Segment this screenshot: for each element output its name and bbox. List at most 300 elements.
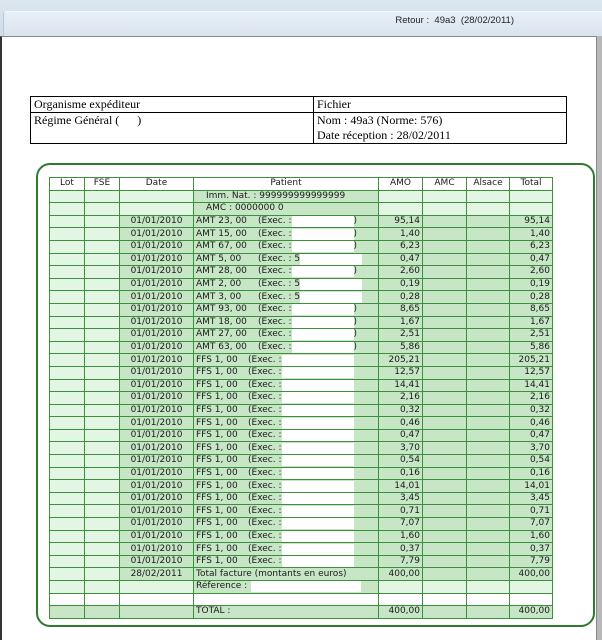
cell-lot <box>50 215 85 228</box>
cell-alsace <box>467 354 510 367</box>
cell-total: 0,46 <box>510 417 553 430</box>
grand-total-label: TOTAL : <box>194 606 379 619</box>
redacted-block <box>282 518 354 529</box>
redacted-block <box>282 430 354 441</box>
cell-fse <box>85 429 120 442</box>
total-facture-date: 28/02/2011 <box>120 568 194 581</box>
cell-amo: 0,71 <box>379 505 423 518</box>
col-header-patient: Patient <box>194 178 379 191</box>
sender-title: Organisme expéditeur <box>31 97 314 113</box>
cell-fse <box>85 240 120 253</box>
cell-alsace <box>467 480 510 493</box>
cell-amo: 0,19 <box>379 278 423 291</box>
cell-patient <box>194 291 379 304</box>
amc-row <box>50 203 553 216</box>
cell-patient <box>194 266 379 279</box>
cell-amc <box>423 480 467 493</box>
cell-amc <box>423 354 467 367</box>
cell-total: 1,40 <box>510 228 553 241</box>
redacted-block <box>282 355 354 366</box>
col-header-lot: Lot <box>50 178 85 191</box>
cell-total: 7,07 <box>510 518 553 531</box>
cell-fse <box>85 492 120 505</box>
cell-date: 01/01/2010 <box>120 291 194 304</box>
redacted-block <box>292 229 354 240</box>
table-row <box>50 505 553 518</box>
table-row <box>50 518 553 531</box>
table-row <box>50 341 553 354</box>
exec-label: (Exec. : <box>248 505 282 516</box>
cell-total: 2,60 <box>510 266 553 279</box>
act-code: AMT 2, 00 <box>196 279 242 290</box>
cell-patient <box>194 316 379 329</box>
cell-amc <box>423 455 467 468</box>
exec-label: (Exec. : <box>248 556 282 567</box>
table-row <box>50 316 553 329</box>
table-row <box>50 329 553 342</box>
cell-lot <box>50 354 85 367</box>
cell-alsace <box>467 417 510 430</box>
exec-label: (Exec. : <box>248 430 282 441</box>
cell-lot <box>50 240 85 253</box>
act-code: FFS 1, 00 <box>196 417 238 428</box>
cell-date: 01/01/2010 <box>120 303 194 316</box>
cell-lot <box>50 505 85 518</box>
table-row <box>50 455 553 468</box>
cell-patient <box>194 455 379 468</box>
cell-patient <box>194 341 379 354</box>
reference-row <box>50 581 553 594</box>
table-row <box>50 480 553 493</box>
act-code: FFS 1, 00 <box>196 455 238 466</box>
cell-amc <box>423 555 467 568</box>
exec-close: ) <box>353 342 358 353</box>
cell-date: 01/01/2010 <box>120 354 194 367</box>
cell-alsace <box>467 240 510 253</box>
table-row <box>50 266 553 279</box>
table-row <box>50 253 553 266</box>
cell-date: 01/01/2010 <box>120 404 194 417</box>
retour-value: 49a3 (28/02/2011) <box>434 15 514 26</box>
cell-total: 1,67 <box>510 316 553 329</box>
cell-total: 5,86 <box>510 341 553 354</box>
exec-label: (Exec. : <box>248 493 282 504</box>
cell-lot <box>50 278 85 291</box>
table-row <box>50 442 553 455</box>
cell-amo: 0,54 <box>379 455 423 468</box>
cell-lot <box>50 329 85 342</box>
cell-lot <box>50 341 85 354</box>
exec-label: (Exec. : <box>248 518 282 529</box>
cell-date: 01/01/2010 <box>120 228 194 241</box>
cell-amc <box>423 404 467 417</box>
redacted-block <box>300 292 362 303</box>
cell-total: 2,51 <box>510 329 553 342</box>
redacted-block <box>300 279 362 290</box>
cell-fse <box>85 215 120 228</box>
cell-alsace <box>467 543 510 556</box>
cell-amo: 14,01 <box>379 480 423 493</box>
cell-patient <box>194 278 379 291</box>
file-details <box>314 113 567 144</box>
cell-lot <box>50 530 85 543</box>
table-row <box>50 354 553 367</box>
cell-fse <box>85 392 120 405</box>
cell-amo: 12,57 <box>379 366 423 379</box>
redacted-block <box>292 342 354 353</box>
redacted-block <box>282 506 354 517</box>
reference-label: Réference : <box>196 581 248 592</box>
cell-fse <box>85 442 120 455</box>
cell-patient <box>194 354 379 367</box>
cell-patient <box>194 530 379 543</box>
redacted-block <box>292 266 354 277</box>
cell-date: 01/01/2010 <box>120 442 194 455</box>
cell-total: 3,45 <box>510 492 553 505</box>
cell-amc <box>423 518 467 531</box>
cell-date: 01/01/2010 <box>120 316 194 329</box>
cell-fse <box>85 253 120 266</box>
grand-total-total: 400,00 <box>510 606 553 619</box>
exec-close: ) <box>353 241 358 252</box>
exec-label: (Exec. : 5 <box>258 253 301 264</box>
cell-amo: 6,23 <box>379 240 423 253</box>
cell-amo: 0,37 <box>379 543 423 556</box>
cell-amc <box>423 266 467 279</box>
cell-amo: 0,46 <box>379 417 423 430</box>
exec-label: (Exec. : <box>258 228 292 239</box>
exec-label: (Exec. : <box>248 442 282 453</box>
cell-total: 0,47 <box>510 429 553 442</box>
exec-close: ) <box>353 329 358 340</box>
cell-amc <box>423 278 467 291</box>
cell-amo: 3,45 <box>379 492 423 505</box>
cell-amc <box>423 492 467 505</box>
exec-label: (Exec. : <box>248 354 282 365</box>
cell-date: 01/01/2010 <box>120 240 194 253</box>
redacted-block <box>282 418 354 429</box>
act-code: AMT 28, 00 <box>196 266 247 277</box>
act-code: FFS 1, 00 <box>196 505 238 516</box>
exec-label: (Exec. : <box>248 417 282 428</box>
retour-info <box>395 15 514 26</box>
redacted-block <box>292 304 354 315</box>
cell-amc <box>423 303 467 316</box>
table-row <box>50 555 553 568</box>
file-title: Fichier <box>314 97 567 113</box>
cell-patient <box>194 392 379 405</box>
redacted-block <box>282 455 354 466</box>
cell-alsace <box>467 467 510 480</box>
cell-fse <box>85 543 120 556</box>
table-row <box>50 228 553 241</box>
table-row <box>50 278 553 291</box>
cell-patient <box>194 404 379 417</box>
cell-patient <box>194 442 379 455</box>
cell-fse <box>85 354 120 367</box>
cell-total: 14,41 <box>510 379 553 392</box>
cell-alsace <box>467 303 510 316</box>
cell-alsace <box>467 379 510 392</box>
cell-amc <box>423 505 467 518</box>
cell-patient <box>194 480 379 493</box>
act-code: FFS 1, 00 <box>196 404 238 415</box>
cell-patient <box>194 215 379 228</box>
cell-amo: 95,14 <box>379 215 423 228</box>
exec-close: ) <box>353 216 358 227</box>
redacted-block <box>292 329 354 340</box>
cell-alsace <box>467 530 510 543</box>
vertical-scrollbar[interactable] <box>596 36 602 640</box>
cell-fse <box>85 480 120 493</box>
total-facture-row <box>50 568 553 581</box>
total-facture-total: 400,00 <box>510 568 553 581</box>
cell-lot <box>50 404 85 417</box>
cell-lot <box>50 480 85 493</box>
act-code: FFS 1, 00 <box>196 430 238 441</box>
exec-label: (Exec. : <box>248 367 282 378</box>
cell-total: 95,14 <box>510 215 553 228</box>
table-row <box>50 215 553 228</box>
cell-date: 01/01/2010 <box>120 215 194 228</box>
cell-lot <box>50 253 85 266</box>
cell-alsace <box>467 429 510 442</box>
exec-label: (Exec. : <box>248 467 282 478</box>
cell-date: 01/01/2010 <box>120 492 194 505</box>
cell-patient <box>194 228 379 241</box>
cell-amo: 1,67 <box>379 316 423 329</box>
table-row <box>50 417 553 430</box>
act-code: AMT 15, 00 <box>196 228 247 239</box>
redacted-block <box>251 581 361 592</box>
cell-fse <box>85 366 120 379</box>
cell-amc <box>423 467 467 480</box>
cell-amo: 7,07 <box>379 518 423 531</box>
act-code: FFS 1, 00 <box>196 480 238 491</box>
redacted-block <box>282 392 354 403</box>
cell-date: 01/01/2010 <box>120 455 194 468</box>
cell-patient <box>194 518 379 531</box>
cell-date: 01/01/2010 <box>120 480 194 493</box>
cell-patient <box>194 417 379 430</box>
redacted-block <box>282 443 354 454</box>
exec-close: ) <box>353 228 358 239</box>
cell-date: 01/01/2010 <box>120 253 194 266</box>
cell-patient <box>194 303 379 316</box>
grand-total-amo: 400,00 <box>379 606 423 619</box>
table-row <box>50 291 553 304</box>
exec-label: (Exec. : <box>258 266 292 277</box>
exec-label: (Exec. : <box>258 216 292 227</box>
exec-label: (Exec. : 5 <box>258 279 301 290</box>
redacted-block <box>282 493 354 504</box>
exec-label: (Exec. : <box>258 241 292 252</box>
exec-label: (Exec. : 5 <box>258 291 301 302</box>
col-header-alsace: Alsace <box>467 178 510 191</box>
cell-lot <box>50 518 85 531</box>
cell-amo: 7,79 <box>379 555 423 568</box>
table-row <box>50 404 553 417</box>
col-header-date: Date <box>120 178 194 191</box>
cell-amc <box>423 379 467 392</box>
cell-date: 01/01/2010 <box>120 555 194 568</box>
cell-alsace <box>467 329 510 342</box>
cell-amo: 2,60 <box>379 266 423 279</box>
cell-date: 01/01/2010 <box>120 543 194 556</box>
cell-amc <box>423 228 467 241</box>
cell-fse <box>85 417 120 430</box>
act-code: AMT 27, 00 <box>196 329 247 340</box>
act-code: AMT 93, 00 <box>196 304 247 315</box>
exec-close: ) <box>353 304 358 315</box>
exec-close: ) <box>353 316 358 327</box>
act-code: FFS 1, 00 <box>196 367 238 378</box>
exec-label: (Exec. : <box>248 480 282 491</box>
cell-patient <box>194 429 379 442</box>
table-row <box>50 379 553 392</box>
cell-patient <box>194 555 379 568</box>
cell-fse <box>85 316 120 329</box>
cell-lot <box>50 467 85 480</box>
cell-amc <box>423 329 467 342</box>
act-code: FFS 1, 00 <box>196 379 238 390</box>
cell-lot <box>50 555 85 568</box>
cell-alsace <box>467 341 510 354</box>
cell-fse <box>85 455 120 468</box>
act-code: AMT 5, 00 <box>196 253 242 264</box>
act-code: AMT 23, 00 <box>196 216 247 227</box>
cell-patient <box>194 240 379 253</box>
cell-fse <box>85 505 120 518</box>
cell-date: 01/01/2010 <box>120 530 194 543</box>
file-reception-date: Date réception : 28/02/2011 <box>317 128 451 142</box>
cell-lot <box>50 379 85 392</box>
exec-label: (Exec. : <box>248 379 282 390</box>
cell-amc <box>423 392 467 405</box>
cell-patient <box>194 379 379 392</box>
cell-amc <box>423 240 467 253</box>
total-facture-amo: 400,00 <box>379 568 423 581</box>
cell-amc <box>423 215 467 228</box>
cell-date: 01/01/2010 <box>120 417 194 430</box>
cell-alsace <box>467 392 510 405</box>
col-header-fse: FSE <box>85 178 120 191</box>
cell-lot <box>50 228 85 241</box>
cell-total: 0,71 <box>510 505 553 518</box>
cell-fse <box>85 266 120 279</box>
cell-amc <box>423 291 467 304</box>
cell-lot <box>50 291 85 304</box>
cell-date: 01/01/2010 <box>120 341 194 354</box>
cell-date: 01/01/2010 <box>120 266 194 279</box>
cell-total: 0,16 <box>510 467 553 480</box>
sender-value: Régime Général ( ) <box>31 113 314 144</box>
cell-lot <box>50 429 85 442</box>
cell-total: 6,23 <box>510 240 553 253</box>
cell-total: 2,16 <box>510 392 553 405</box>
exec-label: (Exec. : <box>248 404 282 415</box>
cell-lot <box>50 492 85 505</box>
cell-amo: 2,16 <box>379 392 423 405</box>
cell-total: 0,32 <box>510 404 553 417</box>
redacted-block <box>282 481 354 492</box>
cell-fse <box>85 555 120 568</box>
act-code: FFS 1, 00 <box>196 493 238 504</box>
cell-amo: 5,86 <box>379 341 423 354</box>
redacted-block <box>282 544 354 555</box>
act-code: AMT 3, 00 <box>196 291 242 302</box>
exec-label: (Exec. : <box>258 342 292 353</box>
cell-patient <box>194 492 379 505</box>
imm-nat-value: Imm. Nat. : 999999999999999 <box>194 190 379 203</box>
cell-lot <box>50 543 85 556</box>
cell-total: 0,28 <box>510 291 553 304</box>
cell-amo: 0,47 <box>379 253 423 266</box>
cell-lot <box>50 303 85 316</box>
cell-amo: 2,51 <box>379 329 423 342</box>
cell-amo: 3,70 <box>379 442 423 455</box>
cell-fse <box>85 467 120 480</box>
exec-label: (Exec. : <box>258 316 292 327</box>
cell-total: 0,19 <box>510 278 553 291</box>
cell-alsace <box>467 266 510 279</box>
cell-total: 0,47 <box>510 253 553 266</box>
cell-fse <box>85 329 120 342</box>
cell-patient <box>194 467 379 480</box>
cell-amo: 0,16 <box>379 467 423 480</box>
cell-amc <box>423 366 467 379</box>
cell-fse <box>85 341 120 354</box>
act-code: FFS 1, 00 <box>196 518 238 529</box>
cell-patient <box>194 366 379 379</box>
sender-file-header <box>30 96 567 144</box>
cell-total: 14,01 <box>510 480 553 493</box>
cell-amo: 1,60 <box>379 530 423 543</box>
table-header-row <box>50 178 553 191</box>
cell-amo: 0,47 <box>379 429 423 442</box>
table-row <box>50 429 553 442</box>
redacted-block <box>282 380 354 391</box>
cell-date: 01/01/2010 <box>120 467 194 480</box>
imm-nat-row <box>50 190 553 203</box>
exec-close: ) <box>353 266 358 277</box>
table-row <box>50 240 553 253</box>
cell-date: 01/01/2010 <box>120 329 194 342</box>
cell-total: 0,37 <box>510 543 553 556</box>
retour-label: Retour : <box>395 15 430 26</box>
cell-date: 01/01/2010 <box>120 518 194 531</box>
cell-amc <box>423 341 467 354</box>
cell-amc <box>423 543 467 556</box>
cell-alsace <box>467 215 510 228</box>
cell-amo: 0,28 <box>379 291 423 304</box>
cell-amc <box>423 417 467 430</box>
act-code: AMT 67, 00 <box>196 241 247 252</box>
empty-row <box>50 593 553 606</box>
act-code: FFS 1, 00 <box>196 442 238 453</box>
act-code: AMT 63, 00 <box>196 342 247 353</box>
cell-amc <box>423 429 467 442</box>
redacted-block <box>282 531 354 542</box>
cell-alsace <box>467 366 510 379</box>
redacted-block <box>292 317 354 328</box>
table-row <box>50 543 553 556</box>
cell-fse <box>85 379 120 392</box>
cell-alsace <box>467 228 510 241</box>
top-toolbar <box>0 0 602 36</box>
cell-amo: 0,32 <box>379 404 423 417</box>
cell-patient <box>194 253 379 266</box>
